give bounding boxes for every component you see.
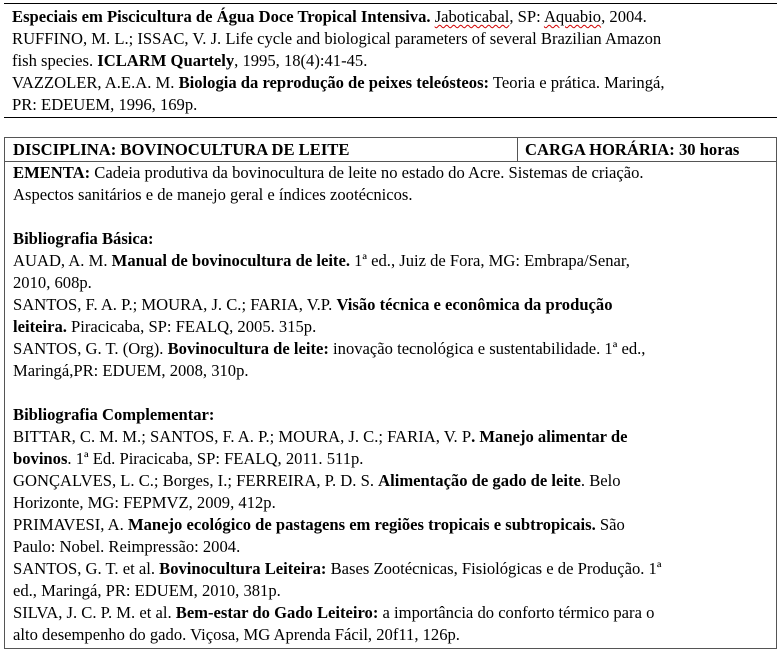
text-span: BITTAR, C. M. M.; SANTOS, F. A. P.; MOURA, J. C.; FARIA, V. P	[13, 427, 472, 446]
reference-line	[13, 602, 772, 624]
text-span: 2010, 608p.	[13, 273, 92, 292]
spacer	[13, 206, 772, 228]
text-span: Aspectos sanitários e de manejo geral e índices zootécnicos.	[13, 185, 413, 204]
book-title: bovinos	[13, 449, 68, 468]
text-span: RUFFINO, M. L.; ISSAC, V. J. Life cycle and biological parameters of several Brazilian Amazon	[12, 29, 662, 48]
basic-bibliography-heading	[13, 228, 772, 250]
text-span: . Belo	[580, 471, 621, 490]
ementa-label: EMENTA:	[13, 163, 91, 182]
reference-line	[13, 426, 772, 448]
complementary-bibliography-heading	[13, 404, 772, 426]
text-span: SILVA, J. C. P. M. et al.	[13, 603, 176, 622]
text-span: inovação tecnológica e sustentabilidade. 1ª ed.,	[328, 339, 646, 358]
workload-hours: CARGA HORÁRIA: 30 horas	[525, 140, 740, 159]
reference-line	[13, 624, 772, 646]
text-span: fish species.	[12, 51, 98, 70]
text-span: a importância do conforto térmico para o	[378, 603, 655, 622]
text-span: PRIMAVESI, A.	[13, 515, 128, 534]
book-title: Bem-estar do Gado Leiteiro:	[175, 603, 379, 622]
spellcheck-word: Aquabio	[543, 7, 602, 26]
ementa-line	[13, 162, 772, 184]
text-span: Maringá,PR: EDUEM, 2008, 310p.	[13, 361, 249, 380]
discipline-table	[4, 137, 777, 649]
text-span: SANTOS, G. T. et al.	[13, 559, 160, 578]
reference-line	[13, 558, 772, 580]
text-span: São	[595, 515, 625, 534]
text-span: , 2004.	[601, 7, 647, 26]
text-span: ed., Maringá, PR: EDUEM, 2010, 381p.	[13, 581, 281, 600]
book-title: Bovinocultura Leiteira:	[159, 559, 327, 578]
text-span: AUAD, A. M.	[13, 251, 112, 270]
text-span: alto desempenho do gado. Viçosa, MG Aprenda Fácil, 20f11, 126p.	[13, 625, 460, 644]
text-span: PR: EDEUEM, 1996, 169p.	[12, 95, 198, 114]
reference-line	[13, 492, 772, 514]
book-title: . Manejo alimentar de	[471, 427, 628, 446]
reference-line	[13, 580, 772, 602]
text-span: Paulo: Nobel. Reimpressão: 2004.	[13, 537, 241, 556]
text-span: SANTOS, G. T. (Org).	[13, 339, 168, 358]
discipline-body	[13, 162, 772, 646]
reference-line	[13, 470, 772, 492]
reference-line	[12, 94, 777, 116]
reference-line	[12, 72, 777, 94]
reference-line	[12, 28, 777, 50]
book-title: Visão técnica e econômica da produção	[336, 295, 613, 314]
text-span: 1ª ed., Juiz de Fora, MG: Embrapa/Senar,	[349, 251, 630, 270]
spellcheck-word: Jaboticabal	[434, 7, 510, 26]
reference-line	[12, 50, 777, 72]
text-span: Horizonte, MG: FEPMVZ, 2009, 412p.	[13, 493, 276, 512]
reference-line	[13, 338, 772, 360]
heading-text: Bibliografia Complementar:	[13, 405, 215, 424]
text-span: . 1ª Ed. Piracicaba, SP: FEALQ, 2011. 511p.	[67, 449, 364, 468]
ementa-line	[13, 184, 772, 206]
reference-line	[13, 360, 772, 382]
book-title: Especiais em Piscicultura de Água Doce Tropical Intensiva.	[12, 7, 431, 26]
text-span: GONÇALVES, L. C.; Borges, I.; FERREIRA, P. D. S.	[13, 471, 379, 490]
reference-line	[13, 250, 772, 272]
heading-text: Bibliografia Básica:	[13, 229, 154, 248]
reference-line	[12, 6, 777, 28]
reference-line	[13, 316, 772, 338]
discipline-title: DISCIPLINA: BOVINOCULTURA DE LEITE	[13, 140, 350, 159]
discipline-header-row	[5, 138, 776, 162]
book-title: Alimentação de gado de leite	[378, 471, 581, 490]
text-span: Piracicaba, SP: FEALQ, 2005. 315p.	[66, 317, 317, 336]
reference-line	[13, 448, 772, 470]
text-span: , SP:	[509, 7, 544, 26]
book-title: leiteira.	[13, 317, 67, 336]
text-span: Bases Zootécnicas, Fisiológicas e de Produção. 1ª	[326, 559, 662, 578]
column-divider	[517, 138, 518, 161]
reference-line	[13, 272, 772, 294]
spacer	[13, 382, 772, 404]
reference-line	[13, 514, 772, 536]
book-title: Manual de bovinocultura de leite.	[111, 251, 350, 270]
book-title: Biologia da reprodução de peixes teleósteos:	[178, 73, 490, 92]
text-span: Teoria e prática. Maringá,	[489, 73, 665, 92]
journal-title: ICLARM Quartely	[97, 51, 235, 70]
reference-line	[13, 536, 772, 558]
reference-line	[13, 294, 772, 316]
text-span: SANTOS, F. A. P.; MOURA, J. C.; FARIA, V.P.	[13, 295, 337, 314]
text-span: , 1995, 18(4):41-45.	[234, 51, 368, 70]
text-span: VAZZOLER, A.E.A. M.	[12, 73, 179, 92]
book-title: Manejo ecológico de pastagens em regiões tropicais e subtropicais.	[127, 515, 596, 534]
book-title: Bovinocultura de leite:	[167, 339, 329, 358]
text-span: Cadeia produtiva da bovinocultura de leite no estado do Acre. Sistemas de criação.	[90, 163, 644, 182]
previous-references-box	[4, 3, 777, 118]
